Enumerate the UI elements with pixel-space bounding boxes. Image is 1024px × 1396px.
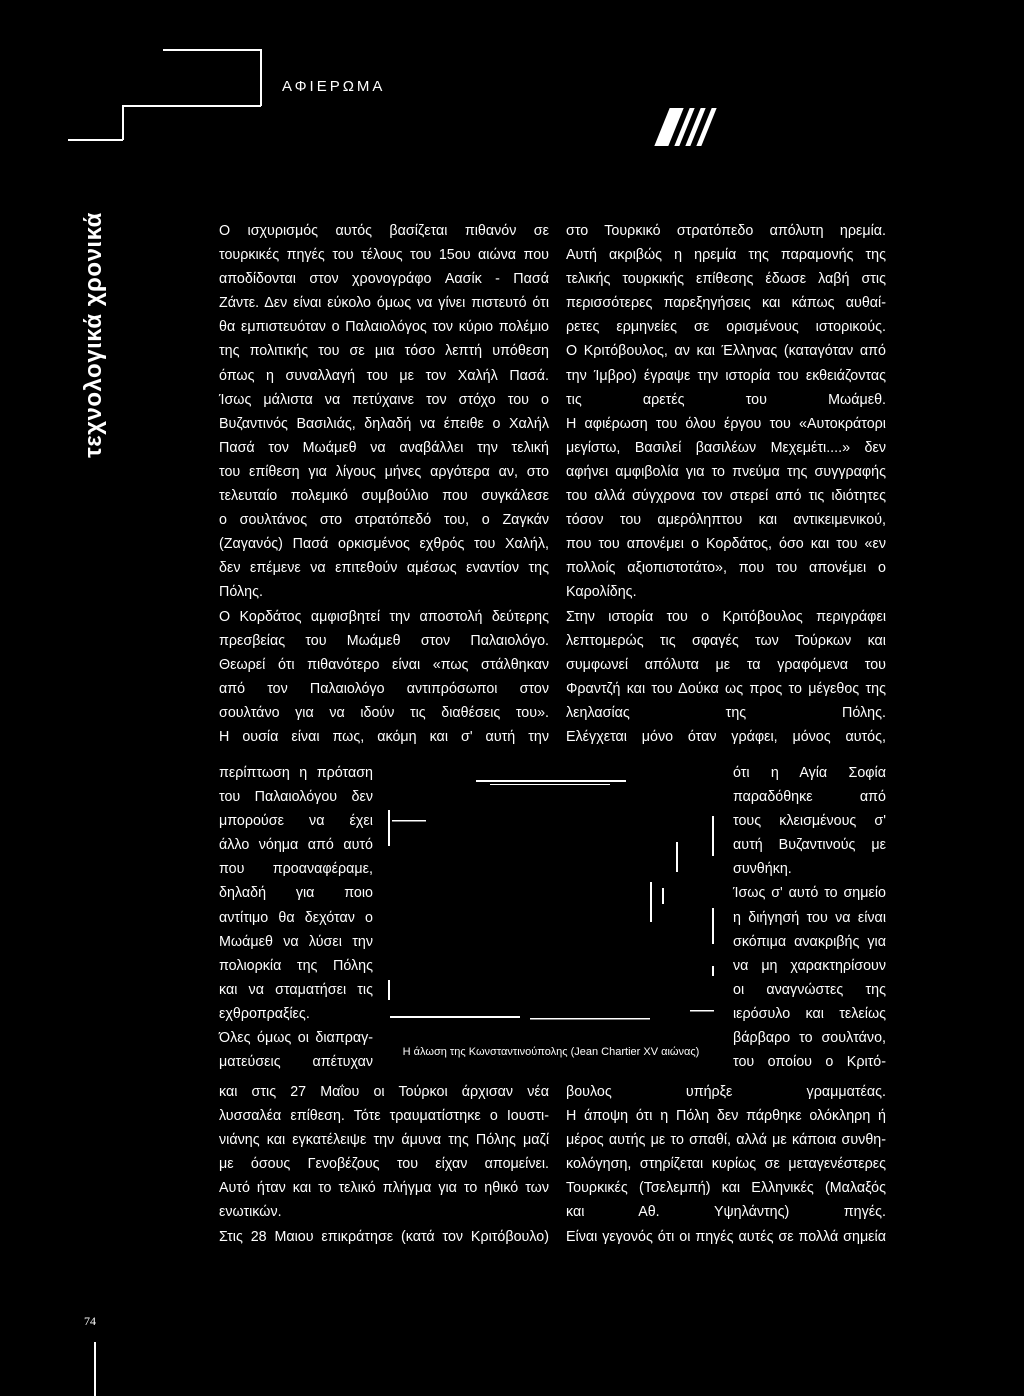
text-line: Ο Κριτόβουλος, αν και Έλληνας (καταγόταν από (566, 343, 886, 360)
figure-caption: Η άλωση της Κωνσταντινούπολης (Jean Chartier XV αιώνας) (402, 1046, 700, 1058)
text-line: τις αρετές του Μωάμεθ. (566, 391, 886, 408)
text-line: περίπτωση η πρόταση (219, 765, 373, 781)
text-line: (Ζαγανός) Πασά ορκισμένος εχθρός του Χαλήλ, (219, 536, 549, 553)
text-line: δηλαδή για ποιο (219, 885, 373, 902)
header-frame-right-line (260, 49, 262, 106)
text-line: Θεωρεί ότι πιθανότερο είναι «πως στάλθηκαν (219, 656, 549, 673)
text-line: εχθροπραξίες. (219, 1005, 310, 1022)
text-line: Τουρκικές (Τσελεμπή) και Ελληνικές (Μαλαξός (566, 1180, 886, 1197)
text-line: μεγίστω, Βασιλεί βασιλέων Μεχεμέτι....» δεν (566, 439, 886, 456)
text-line: να μη χαρακτηρίσουν (733, 957, 886, 974)
text-line: περισσότερες παρεξηγήσεις και κάπως αυθαί- (566, 295, 886, 312)
text-line: Ζάντε. Δεν είναι εύκολο όμως να γίνει πιστευτό ότι (219, 295, 549, 312)
text-line: Στις 28 Μαιου επικράτησε (κατά τον Κριτόβουλο) (219, 1228, 549, 1245)
left-column-bottom (219, 1080, 549, 1249)
text-line: Η ουσία είναι πως, ακόμη και σ' αυτή την (219, 728, 549, 745)
text-line: που του απονέμει ο Κορδάτος, όσο και του «εν (566, 536, 886, 553)
text-line: τελευταίο πολεμικό συμβούλιο που συγκάλεσε (219, 488, 549, 505)
left-column-wrap (219, 761, 373, 1074)
header-frame-bottom-line (68, 139, 123, 141)
text-line: Ο Κορδάτος αμφισβητεί την αποστολή δεύτερης (219, 608, 549, 625)
text-line: Αυτή ακριβώς η ηρεμία της παραμονής της (566, 247, 886, 264)
left-column-top (219, 219, 549, 749)
text-line: οι αναγνώστες της (733, 981, 886, 998)
side-title-text: τεχνολογικά χρονικά (80, 212, 107, 458)
text-line: ιερόσυλο και τελείως (733, 1005, 886, 1022)
header-frame-left-line (122, 105, 124, 140)
text-line: στο Τουρκικό στρατόπεδο απόλυτη ηρεμία. (566, 223, 886, 239)
text-line: Είναι γεγονός ότι οι πηγές αυτές σε πολλά σημεία (566, 1228, 886, 1245)
text-line: Πασά τον Μωάμεθ να αναβάλλει την τελική (219, 439, 549, 456)
text-line: από τον Παλαιολόγο αντιπρόσωποι στον (219, 680, 549, 697)
header-frame-top-line (163, 49, 261, 51)
text-line: Ελέγχεται μόνο όταν γράφει, μόνος αυτός, (566, 728, 886, 745)
text-line: του επίθεση για λίγους μήνες αργότερα αν, στο (219, 463, 549, 480)
text-line: η διήγησή του να είναι (733, 909, 886, 926)
text-line: του οποίου ο Κριτό- (733, 1054, 886, 1071)
text-line: του Παλαιολόγου δεν (219, 789, 373, 806)
text-line: συμφωνεί απόλυτα με τα γραφόμενα του (566, 656, 886, 673)
text-line: ενωτικών. (219, 1204, 282, 1221)
text-line: και να σταματήσει τις (219, 981, 373, 998)
text-line: τελικής τουρκικής επίθεσης έδωσε λαβή στις (566, 271, 886, 288)
text-line: και στις 27 Μαΐου οι Τούρκοι άρχισαν νέα (219, 1084, 549, 1100)
text-line: τους κλεισμένους σ' (733, 813, 886, 830)
text-line: πολιορκία της Πόλης (219, 957, 373, 974)
text-line: τόσον του αμερόληπτου και αντικειμενικού, (566, 512, 886, 529)
text-line: Όλες όμως οι διαπραγ- (219, 1030, 373, 1047)
right-column-top (566, 219, 886, 749)
text-line: αποδίδονται στον χρονογράφο Aασίκ - Πασά (219, 271, 549, 288)
text-line: μπορούσε να έχει (219, 813, 373, 830)
text-line: νιάνης και εγκατέλειψε την άμυνα της Πόλης μαζί (219, 1132, 549, 1149)
right-column-wrap (733, 761, 886, 1074)
text-line: Ο ισχυρισμός αυτός βασίζεται πιθανόν σε (219, 223, 549, 239)
text-line: άλλο νόημα από αυτό (219, 837, 373, 854)
text-line: πρεσβείας του Μωάμεθ στον Παλαιολόγο. (219, 632, 549, 649)
text-line: αυτή Βυζαντινούς με (733, 837, 886, 854)
text-line: ο σουλτάνος στο στρατόπεδό του, ο Ζαγκάν (219, 512, 549, 529)
text-line: με όσους Γενοβέζους του είχαν απομείνει. (219, 1156, 549, 1173)
text-line: και Αθ. Υψηλάντης) πηγές. (566, 1204, 886, 1221)
text-line: της πολιτικής του σε μια τόσο λεπτή υπόθεση (219, 343, 549, 360)
text-line: Στην ιστορία του ο Κριτόβουλος περιγράφει (566, 608, 886, 625)
text-line: βουλος υπήρξε γραμματέας. (566, 1084, 886, 1100)
text-line: Ίσως μάλιστα να πετύχαινε τον στόχο του ο (219, 391, 549, 408)
text-line: Φραντζή και του Δούκα ως προς το μέγεθος της (566, 680, 886, 697)
text-line: κολόγηση, στηρίζεται κυρίως σε μεταγενέστερες (566, 1156, 886, 1173)
text-line: του αλλά σύγχρονα τον στερεί από τις ιδιότητες (566, 488, 886, 505)
text-line: τουρκικές πηγές του τέλους του 15ου αιώνα που (219, 247, 549, 264)
text-line: λυσσαλέα επίθεση. Τότε τραυματίστηκε ο Ιουστι- (219, 1108, 549, 1125)
footer-rule (94, 1342, 96, 1396)
text-line: αφήνει αμφιβολία για το πνεύμα της συγγραφής (566, 463, 886, 480)
right-column-bottom (566, 1080, 886, 1249)
text-line: Ίσως σ' αυτό το σημείο (733, 885, 886, 902)
text-line: ότι η Αγία Σοφία (733, 765, 886, 781)
text-line: Βυζαντινός Βασιλιάς, δηλαδή να έπειθε ο Χαλήλ (219, 415, 549, 432)
text-line: σκόπιμα ανακριβής για (733, 933, 886, 950)
text-line: αντίτιμο θα δεχόταν ο (219, 909, 373, 926)
figure-illustration (380, 770, 722, 1040)
text-line: ματεύσεις απέτυχαν (219, 1054, 373, 1071)
text-line: την Ίμβρο) έγραψε την ιστορία του εκθειάζοντας (566, 367, 886, 384)
text-line: Μωάμεθ να λύσει την (219, 933, 373, 950)
text-line: Αυτό ήταν και το τελικό πλήγμα για το ηθικό των (219, 1180, 549, 1197)
text-line: Η αφιέρωση του όλου έργου του «Αυτοκράτορι (566, 415, 886, 432)
text-line: παραδόθηκε από (733, 789, 886, 806)
text-line: ρετες ερμηνείες σε ορισμένους ιστορικούς. (566, 319, 886, 336)
text-line: Καρολίδης. (566, 584, 637, 601)
text-line: όπως η συναλλαγή του με τον Χαλήλ Πασά. (219, 367, 549, 384)
text-line: μέρος αυτής με το σπαθί, αλλά με κάποια συνθη- (566, 1132, 886, 1149)
text-line: δεν επέμενε να επιτεθούν αμέσως εναντίον της (219, 560, 549, 577)
text-line: λεπτομερώς τις σφαγές των Τούρκων και (566, 632, 886, 649)
text-line: Πόλης. (219, 584, 263, 601)
text-line: πολλοίς αξιοπιστοτάτο», που του απονέμει ο (566, 560, 886, 577)
text-line: σουλτάνο για να ιδούν τις διαθέσεις του». (219, 704, 549, 721)
side-title (62, 205, 126, 465)
page-number: 74 (84, 1314, 96, 1328)
text-line: Η άποψη ότι η Πόλη δεν πάρθηκε ολόκληρη ή (566, 1108, 886, 1125)
text-line: λεηλασίας της Πόλης. (566, 704, 886, 721)
text-line: θα εμπιστευόταν ο Παλαιολόγος τον κύριο πολέμιο (219, 319, 549, 336)
text-line: συνθήκη. (733, 861, 792, 878)
text-line: βάρβαρο το σουλτάνο, (733, 1030, 886, 1047)
section-label: ΑΦΙΕΡΩΜΑ (282, 78, 386, 95)
header-frame-mid-line (122, 105, 261, 107)
text-line: που προαναφέραμε, (219, 861, 373, 878)
